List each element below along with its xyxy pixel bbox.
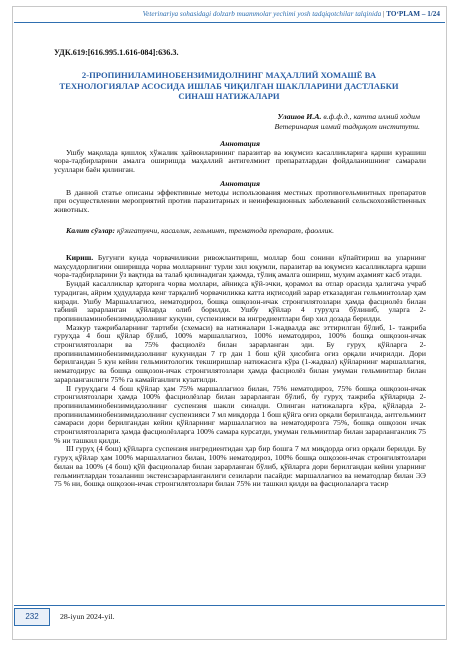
paragraph-2: Бундай касалликлар қаторига чорва моллари, айниқса қўй-эчки, қорамол ва отлар орасида ҳалигача учраб турадиган, айрим ҳудудларда кенг тарқалиб чорвачиликка катта иқтисодий зарар етказадиган гельминтозлар ҳам киради. Ушбу Маршаллагиоз, нематодироз, бошқа ошқозон-ичак стронгилятозлари ҳамда фасциолёз билан табиий зарарланган қўйларда олиб борилди. Ушбу қўйлар 4 гуруҳга бўлиниб, уларга 2-пропиниламинобензимидазолнинг кукуни, суспензияси ва ингредиентлари бир хил дозада берилди. [54, 279, 426, 323]
intro-label: Кириш. [66, 253, 94, 262]
annotation-ru [54, 180, 426, 215]
page-number: 232 [14, 608, 50, 626]
article-title: 2-ПРОПИНИЛАМИНОБЕНЗИМИДОЛНИНГ МАҲАЛЛИЙ ХОМАШЁ ВА ТЕХНОЛОГИЯЛАР АСОСИДА ИШЛАБ ЧИҚИЛГАН ШАКЛЛАРИНИ ДАСТЛАБКИ СИНАШ НАТИЖАЛАРИ [59, 70, 399, 101]
keywords [54, 227, 426, 236]
author-org: Ветеринария илмий тадқиқот институти. [274, 122, 420, 131]
paragraph-4: II гуруҳдаги 4 бош қўйлар ҳам 75% маршаллагиоз билан, 75% нематодироз, 75% бошқа ошқозон-ичак стронгилятозлари ҳамда 100% фасциолёзлар билан зарарланган бўлиб, бу гуруҳ тажриба қўйларида 2-пропиниламинобензимидазолнинг суспензия шакли синалди. Олинган натижаларга кўра, қўйларда 2- пропиниламинобензимидазолнинг суспензияси 7 мл миқдорда 1 бош қўйга оғиз орқали берилганда, антгельминт самараси дори берилгандан кейин қўйларнинг маршаллагиоз ва нематодирозга 75%, бошқа ошқозон ичак стронгилятозларига ҳамда фасциолёзларга 100% самара курсатди, умуман гельминтлар билан зарарланганлик 75 % ни ташкил қилди. [54, 383, 426, 445]
keywords-text: қўзигатувчи, касаллик, гельминт, трематода препарат, фаоллик. [115, 226, 335, 235]
issue-label: TOʻPLAM – 1/24 [386, 10, 440, 18]
paragraph-1: Бугунги кунда чорвачиликни ривожлантириш, моллар бош сонини кўпайтириш ва уларнинг маҳсулдорлигини оширишда чорва молларнинг турли хил юқумли, паразитар ва юқумсиз касалликларга қарши чора-тадбирларини ўз вақтида ва талаб қилинадиган ҳажмда, тўлиқ амалга ошириш, муҳим аҳамият касб этади. [54, 253, 426, 280]
author-name: Улашов И.А. [277, 112, 322, 121]
author-block [250, 112, 420, 132]
article-body [54, 254, 426, 489]
annotation-ru-heading: Аннотация [220, 179, 260, 188]
running-header [20, 10, 440, 18]
annotation-uz [54, 140, 426, 175]
udk-code: УДК.619:[616.995.1.616-084]:636.3. [54, 48, 179, 57]
annotation-uz-text: Ушбу мақолада қишлоқ хўжалик ҳайвонларининг паразитар ва юқумсиз касалликларига қарши курашиш чора-тадбирларини амалга оширишда маҳаллий антигелминт препаратлардан фойдаланишнинг самарали усуллари баён қилинган. [54, 147, 426, 175]
journal-name: Veterinariya sohasidagi dolzarb muammolar yechimi yosh tadqiqotchilar talqinida [142, 10, 382, 18]
annotation-ru-text: В данной статье описаны эффективные методы использования местных противогельминтных препаратов при осуществлении мероприятий против паразитарных и неинфекционных заболеваний сельскохозяйственных животных. [54, 187, 426, 215]
footer-date: 28-iyun 2024-yil. [60, 612, 115, 621]
keywords-label: Калит сўзлар: [66, 226, 116, 235]
footer-rule [14, 605, 445, 606]
header-rule [14, 22, 445, 23]
header-separator: | [382, 10, 385, 18]
author-degree: в.ф.ф.д., катта илмий ходим [321, 112, 420, 121]
paragraph-3: Мазкур тажрибаларнинг тартиби (схемаси) ва натижалари 1-жадвалда акс эттирилган бўлиб, 1- тажриба гуруҳда 4 бош қўйлар бўлиб, 100% маршаллагиоз, 100% нематодироз, 100% бошқа ошқозон-ичак стронгилятозлари ва 75% фасциолёз билан зарарланган эди. Бу гуруҳ қўйларга 2-пропиниламинобензимидазолнинг кукунидан 7 гр дан 1 бош қўй ҳисобига оғиз орқали ичирилди. Дори берилгандан 5 кун кейин гельминтологик текширишлар натижасига кўра (1-жадвал) қўйларнинг маршаллагия, нематодирус ва бошқа ошқозон-ичак стронгилятозлари ҳамда фасциолёз билан умуман гельминтлар билан зарарланганлиги 75% га камайганлиги кузатилди. [54, 322, 426, 384]
annotation-uz-heading: Аннотация [220, 139, 260, 148]
paragraph-5: III гуруҳ (4 бош) қўйларга суспензия ингредиентидан ҳар бир бошга 7 мл миқдорда оғиз орқали берилди. Бу гуруҳ қўйлар ҳам 100% маршаллагиоз билан, 100% нематодироз, 100% бошқа ошқозон-ичак стронгилятозлари билан ва 100% (4 бош) қўй фасциолалар билан зарарланган бўлиб, қўйларга дори берилгандан кейин уларнинг гельминтлардан тозаланиш экстенсзарарланганлиги сезиларли пасайди: маршаллагиоз ва нематодлар билан ЭЭ 75 % ни, бошқа ошқозон-ичак стронгилятозлари билан 75% ни ташкил қилди ва фасциолаларга тасир [54, 444, 426, 489]
paragraph-intro [54, 254, 426, 280]
